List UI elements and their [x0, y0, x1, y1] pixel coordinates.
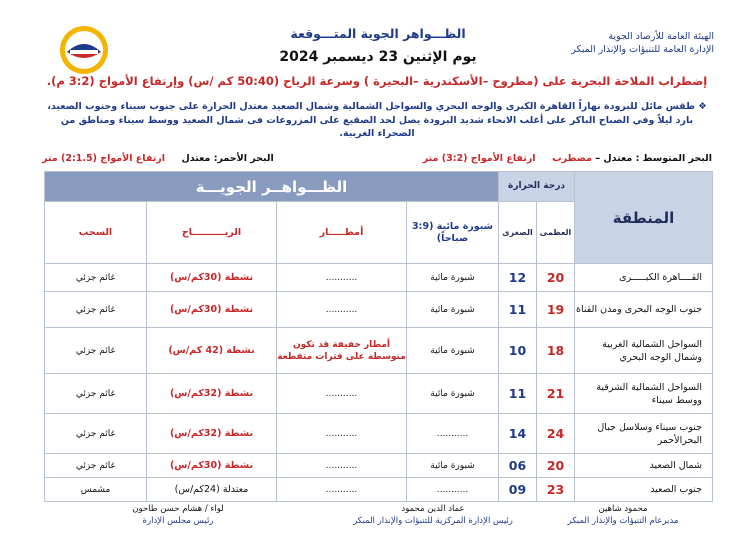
min-temp-cell: 06 — [499, 454, 537, 478]
rain-cell: ........... — [277, 414, 407, 454]
max-temp-cell: 21 — [537, 374, 575, 414]
wind-cell: نشطة (32كم/س) — [147, 414, 277, 454]
weather-description — [42, 100, 712, 141]
clouds-cell: غائم جزئي — [45, 264, 147, 292]
signature-title: رئيس الإدارة المركزية للتنبؤات والإنذار المبكر — [353, 516, 513, 526]
signature-board-chairman — [108, 503, 248, 527]
table-header-row — [45, 172, 713, 202]
wind-cell: نشطة (32كم/س) — [147, 374, 277, 414]
title-block — [233, 26, 523, 65]
red-sea-label: البحر الأحمر: معتدل — [181, 153, 274, 164]
header-phenomena: الظـــواهــر الجويـــة — [45, 172, 499, 202]
max-temp-cell: 24 — [537, 414, 575, 454]
clouds-cell: غائم جزئي — [45, 328, 147, 374]
rain-cell: ........... — [277, 478, 407, 502]
signature-central-head — [318, 503, 548, 527]
org-department: الإدارة العامة للتنبؤات والإنذار المبكر — [571, 44, 714, 55]
region-cell: شمال الصعيد — [575, 454, 713, 478]
region-cell: القــــاهرة الكبـــــرى — [575, 264, 713, 292]
table-row — [45, 292, 713, 328]
clouds-cell: غائم جزئي — [45, 292, 147, 328]
min-temp-cell: 12 — [499, 264, 537, 292]
table-row — [45, 328, 713, 374]
rain-cell: ........... — [277, 454, 407, 478]
clouds-cell: غائم جزئي — [45, 454, 147, 478]
med-waves: ارتفاع الأمواج (3:2) متر — [422, 153, 536, 164]
org-name: الهيئة العامة للأرصاد الجوية — [608, 31, 714, 42]
min-temp-cell: 11 — [499, 292, 537, 328]
wind-cell: نشطة (30كم/س) — [147, 292, 277, 328]
fog-cell: شبورة مائية — [407, 454, 499, 478]
header-clouds: السحب — [45, 202, 147, 264]
description-line-1: ❖ طقس مائل للبرودة نهاراً القاهرة الكبرى والوجه البحري والسواحل الشمالية وشمال الصعيد معتدل الحرارة على جنوب سيناء وجنوب الصعيد، — [47, 101, 707, 112]
region-cell: جنوب سيناء وسلاسل جبال البحرالأحمر — [575, 414, 713, 454]
header-rain: أمطـــــار — [277, 202, 407, 264]
clouds-cell: غائم جزئي — [45, 374, 147, 414]
max-temp-cell: 20 — [537, 264, 575, 292]
region-cell: جنوب الوجه البحرى ومدن القناة — [575, 292, 713, 328]
table-row — [45, 454, 713, 478]
med-state: مضطرب — [552, 153, 593, 164]
min-temp-cell: 10 — [499, 328, 537, 374]
fog-cell: ........... — [407, 414, 499, 454]
signature-title: رئيس مجلس الإدارة — [142, 516, 214, 526]
forecast-table — [44, 171, 713, 502]
header-max: العظمى — [537, 202, 575, 264]
forecast-sheet — [28, 8, 726, 536]
signature-name: عماد الدين محمود — [401, 504, 465, 514]
page-title: الظـــواهر الجوية المتـــوقعة — [290, 26, 466, 41]
med-label: البحر المتوسط : معتدل – — [595, 153, 712, 164]
wind-cell: نشطة (30كم/س) — [147, 264, 277, 292]
max-temp-cell: 23 — [537, 478, 575, 502]
signature-title: مديرعام التنبؤات والإنذار المبكر — [567, 516, 679, 526]
fog-cell: شبورة مائية — [407, 328, 499, 374]
region-cell: السواحل الشمالية الشرقية ووسط سيناء — [575, 374, 713, 414]
marine-warning: إضطراب الملاحة البحرية على (مطروح –الأسكندرية –البحيرة ) وسرعة الرياح (50:40 كم /س) وإرتفاع الأمواج (3:2 م). — [46, 74, 708, 88]
ema-logo-icon — [58, 24, 110, 76]
rain-cell: ........... — [277, 292, 407, 328]
fog-cell: شبورة مائية — [407, 292, 499, 328]
red-sea-state — [42, 153, 274, 164]
mediterranean-sea-state — [423, 153, 712, 164]
header-temperature: درجة الحرارة — [499, 172, 575, 202]
table-row — [45, 264, 713, 292]
table-row — [45, 374, 713, 414]
wind-cell: نشطة (30كم/س) — [147, 454, 277, 478]
min-temp-cell: 09 — [499, 478, 537, 502]
fog-cell: ........... — [407, 478, 499, 502]
wind-cell: معتدلة (24كم/س) — [147, 478, 277, 502]
table-row — [45, 478, 713, 502]
description-line-2: بارد ليلاً وفي الصباح الباكر على أغلب الانحاء شديد البرودة يصل لحد الصقيع على المزروعات فى شمال الصعيد ووسط سيناء ومناطق من الصحراء الغربية. — [60, 114, 694, 139]
table-row — [45, 414, 713, 454]
organization-header — [494, 30, 714, 56]
signature-name: لواء / هشام حسن طاحون — [132, 504, 224, 514]
max-temp-cell: 18 — [537, 328, 575, 374]
forecast-date: يوم الإثنين 23 ديسمبر 2024 — [279, 49, 477, 65]
signature-name: محمود شاهين — [598, 504, 648, 514]
wind-cell: نشطة (42 كم/س) — [147, 328, 277, 374]
rain-cell: أمطار خفيفة قد تكون متوسطة على فترات متقطعة — [277, 328, 407, 374]
clouds-cell: غائم جزئي — [45, 414, 147, 454]
region-cell: جنوب الصعيد — [575, 478, 713, 502]
header-min: الصغرى — [499, 202, 537, 264]
header-fog: شبورة مائية (3:9 صباحاً) — [407, 202, 499, 264]
clouds-cell: مشمس — [45, 478, 147, 502]
header-wind: الريــــــــــاح — [147, 202, 277, 264]
min-temp-cell: 11 — [499, 374, 537, 414]
max-temp-cell: 19 — [537, 292, 575, 328]
rain-cell: ........... — [277, 264, 407, 292]
signature-forecast-director — [538, 503, 708, 527]
region-cell: السواحل الشمالية الغربية وشمال الوجه البحري — [575, 328, 713, 374]
fog-cell: شبورة مائية — [407, 264, 499, 292]
fog-cell: شبورة مائية — [407, 374, 499, 414]
rain-cell: ........... — [277, 374, 407, 414]
header-region: المنطقة — [575, 172, 713, 264]
max-temp-cell: 20 — [537, 454, 575, 478]
min-temp-cell: 14 — [499, 414, 537, 454]
red-sea-waves: ارتفاع الأمواج (2:1.5) متر — [42, 153, 165, 164]
